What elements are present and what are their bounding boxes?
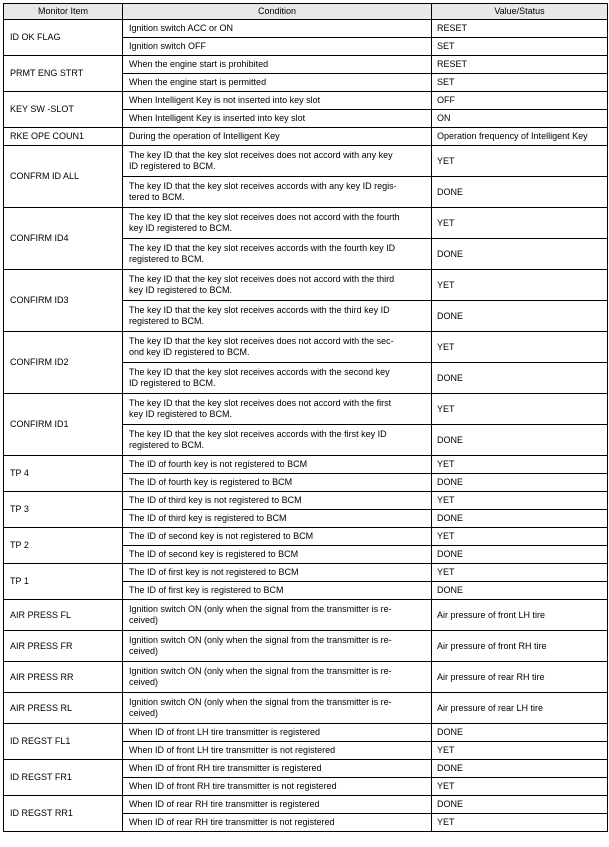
condition-line: The key ID that the key slot receives does not accord with the sec- — [129, 336, 394, 346]
value-status-cell: YET — [432, 814, 608, 832]
condition-cell: When ID of front LH tire transmitter is not registered — [123, 742, 432, 760]
condition-line: ceived) — [129, 708, 159, 718]
value-status-cell: DONE — [432, 760, 608, 778]
monitor-item-cell: TP 1 — [4, 564, 123, 600]
condition-cell — [123, 301, 432, 332]
value-status-cell: RESET — [432, 20, 608, 38]
value-status-cell: DONE — [432, 239, 608, 270]
condition-cell: During the operation of Intelligent Key — [123, 128, 432, 146]
table-row — [4, 128, 608, 146]
value-status-cell: YET — [432, 456, 608, 474]
value-status-cell: YET — [432, 492, 608, 510]
value-status-cell: YET — [432, 146, 608, 177]
value-status-cell: Air pressure of front LH tire — [432, 600, 608, 631]
value-status-cell: SET — [432, 74, 608, 92]
table-row — [4, 600, 608, 631]
monitor-item-cell: ID REGST FR1 — [4, 760, 123, 796]
value-status-cell: ON — [432, 110, 608, 128]
value-status-cell: DONE — [432, 582, 608, 600]
monitor-item-cell: TP 3 — [4, 492, 123, 528]
monitor-item-cell: CONFIRM ID3 — [4, 270, 123, 332]
condition-cell — [123, 693, 432, 724]
value-status-cell: DONE — [432, 301, 608, 332]
value-status-cell: DONE — [432, 474, 608, 492]
condition-cell: When Intelligent Key is not inserted into key slot — [123, 92, 432, 110]
table-row — [4, 394, 608, 425]
value-status-cell: YET — [432, 528, 608, 546]
value-status-cell: YET — [432, 208, 608, 239]
condition-line: Ignition switch ON (only when the signal from the transmitter is re- — [129, 697, 392, 707]
condition-line: tered to BCM. — [129, 192, 185, 202]
condition-cell: The ID of fourth key is registered to BCM — [123, 474, 432, 492]
table-row — [4, 332, 608, 363]
value-status-cell: YET — [432, 270, 608, 301]
condition-cell — [123, 600, 432, 631]
condition-cell — [123, 270, 432, 301]
condition-line: ceived) — [129, 677, 159, 687]
monitor-item-cell: AIR PRESS RR — [4, 662, 123, 693]
value-status-cell: DONE — [432, 177, 608, 208]
document-page — [3, 3, 607, 832]
condition-line: Ignition switch ON (only when the signal from the transmitter is re- — [129, 666, 392, 676]
condition-line: The key ID that the key slot receives accords with the fourth key ID — [129, 243, 396, 253]
value-status-cell: DONE — [432, 546, 608, 564]
value-status-cell: SET — [432, 38, 608, 56]
condition-cell: When the engine start is permitted — [123, 74, 432, 92]
monitor-item-table — [3, 3, 608, 832]
value-status-cell: DONE — [432, 796, 608, 814]
condition-cell: The ID of third key is not registered to BCM — [123, 492, 432, 510]
monitor-item-cell: CONFIRM ID2 — [4, 332, 123, 394]
monitor-item-cell: ID OK FLAG — [4, 20, 123, 56]
condition-line: The key ID that the key slot receives does not accord with the third — [129, 274, 395, 284]
table-row — [4, 456, 608, 474]
condition-cell: When ID of front LH tire transmitter is registered — [123, 724, 432, 742]
value-status-cell: Air pressure of front RH tire — [432, 631, 608, 662]
table-row — [4, 208, 608, 239]
condition-line: The key ID that the key slot receives accords with any key ID regis- — [129, 181, 397, 191]
table-row — [4, 20, 608, 38]
condition-cell: When ID of front RH tire transmitter is not registered — [123, 778, 432, 796]
condition-line: The key ID that the key slot receives does not accord with the fourth — [129, 212, 400, 222]
condition-line: key ID registered to BCM. — [129, 285, 233, 295]
monitor-item-cell: PRMT ENG STRT — [4, 56, 123, 92]
monitor-item-cell: KEY SW -SLOT — [4, 92, 123, 128]
value-status-cell: YET — [432, 394, 608, 425]
condition-line: registered to BCM. — [129, 440, 205, 450]
condition-cell: When ID of rear RH tire transmitter is registered — [123, 796, 432, 814]
condition-line: ID registered to BCM. — [129, 378, 216, 388]
condition-line: ond key ID registered to BCM. — [129, 347, 250, 357]
value-status-cell: Operation frequency of Intelligent Key — [432, 128, 608, 146]
monitor-item-cell: AIR PRESS RL — [4, 693, 123, 724]
table-row — [4, 693, 608, 724]
condition-cell — [123, 332, 432, 363]
condition-line: ceived) — [129, 646, 159, 656]
condition-cell — [123, 363, 432, 394]
header-monitor-item: Monitor Item — [4, 4, 123, 20]
condition-cell — [123, 662, 432, 693]
table-row — [4, 631, 608, 662]
table-header-row — [4, 4, 608, 20]
value-status-cell: DONE — [432, 510, 608, 528]
value-status-cell: DONE — [432, 425, 608, 456]
header-condition: Condition — [123, 4, 432, 20]
table-row — [4, 662, 608, 693]
condition-line: registered to BCM. — [129, 254, 205, 264]
condition-cell: The ID of first key is not registered to BCM — [123, 564, 432, 582]
monitor-item-cell: TP 4 — [4, 456, 123, 492]
condition-cell: The ID of second key is not registered to BCM — [123, 528, 432, 546]
monitor-item-cell: CONFIRM ID1 — [4, 394, 123, 456]
condition-cell: The ID of third key is registered to BCM — [123, 510, 432, 528]
value-status-cell: OFF — [432, 92, 608, 110]
table-body — [4, 20, 608, 832]
condition-line: The key ID that the key slot receives does not accord with any key — [129, 150, 393, 160]
condition-line: ceived) — [129, 615, 159, 625]
condition-line: registered to BCM. — [129, 316, 205, 326]
condition-line: The key ID that the key slot receives accords with the second key — [129, 367, 390, 377]
condition-cell: Ignition switch ACC or ON — [123, 20, 432, 38]
condition-line: The key ID that the key slot receives accords with the first key ID — [129, 429, 387, 439]
value-status-cell: YET — [432, 332, 608, 363]
condition-cell: When the engine start is prohibited — [123, 56, 432, 74]
value-status-cell: DONE — [432, 724, 608, 742]
table-row — [4, 528, 608, 546]
condition-cell — [123, 177, 432, 208]
monitor-item-cell: ID REGST FL1 — [4, 724, 123, 760]
value-status-cell: Air pressure of rear RH tire — [432, 662, 608, 693]
table-row — [4, 724, 608, 742]
condition-cell: The ID of second key is registered to BCM — [123, 546, 432, 564]
monitor-item-cell: CONFRM ID ALL — [4, 146, 123, 208]
condition-line: key ID registered to BCM. — [129, 223, 233, 233]
condition-cell — [123, 208, 432, 239]
value-status-cell: YET — [432, 564, 608, 582]
table-row — [4, 146, 608, 177]
monitor-item-cell: TP 2 — [4, 528, 123, 564]
header-value-status: Value/Status — [432, 4, 608, 20]
condition-cell: When ID of rear RH tire transmitter is not registered — [123, 814, 432, 832]
table-row — [4, 564, 608, 582]
table-row — [4, 796, 608, 814]
condition-line: The key ID that the key slot receives accords with the third key ID — [129, 305, 390, 315]
table-row — [4, 760, 608, 778]
condition-line: Ignition switch ON (only when the signal from the transmitter is re- — [129, 635, 392, 645]
condition-line: ID registered to BCM. — [129, 161, 216, 171]
value-status-cell: RESET — [432, 56, 608, 74]
condition-line: Ignition switch ON (only when the signal from the transmitter is re- — [129, 604, 392, 614]
monitor-item-cell: ID REGST RR1 — [4, 796, 123, 832]
table-row — [4, 92, 608, 110]
condition-line: The key ID that the key slot receives does not accord with the first — [129, 398, 392, 408]
condition-cell: The ID of first key is registered to BCM — [123, 582, 432, 600]
condition-cell: When Intelligent Key is inserted into key slot — [123, 110, 432, 128]
table-row — [4, 56, 608, 74]
condition-cell — [123, 425, 432, 456]
condition-cell: When ID of front RH tire transmitter is registered — [123, 760, 432, 778]
monitor-item-cell: RKE OPE COUN1 — [4, 128, 123, 146]
value-status-cell: DONE — [432, 363, 608, 394]
condition-line: key ID registered to BCM. — [129, 409, 233, 419]
monitor-item-cell: CONFIRM ID4 — [4, 208, 123, 270]
condition-cell — [123, 394, 432, 425]
monitor-item-cell: AIR PRESS FL — [4, 600, 123, 631]
table-row — [4, 492, 608, 510]
condition-cell: Ignition switch OFF — [123, 38, 432, 56]
condition-cell — [123, 631, 432, 662]
condition-cell — [123, 146, 432, 177]
value-status-cell: YET — [432, 742, 608, 760]
monitor-item-cell: AIR PRESS FR — [4, 631, 123, 662]
table-row — [4, 270, 608, 301]
value-status-cell: Air pressure of rear LH tire — [432, 693, 608, 724]
value-status-cell: YET — [432, 778, 608, 796]
condition-cell — [123, 239, 432, 270]
condition-cell: The ID of fourth key is not registered to BCM — [123, 456, 432, 474]
